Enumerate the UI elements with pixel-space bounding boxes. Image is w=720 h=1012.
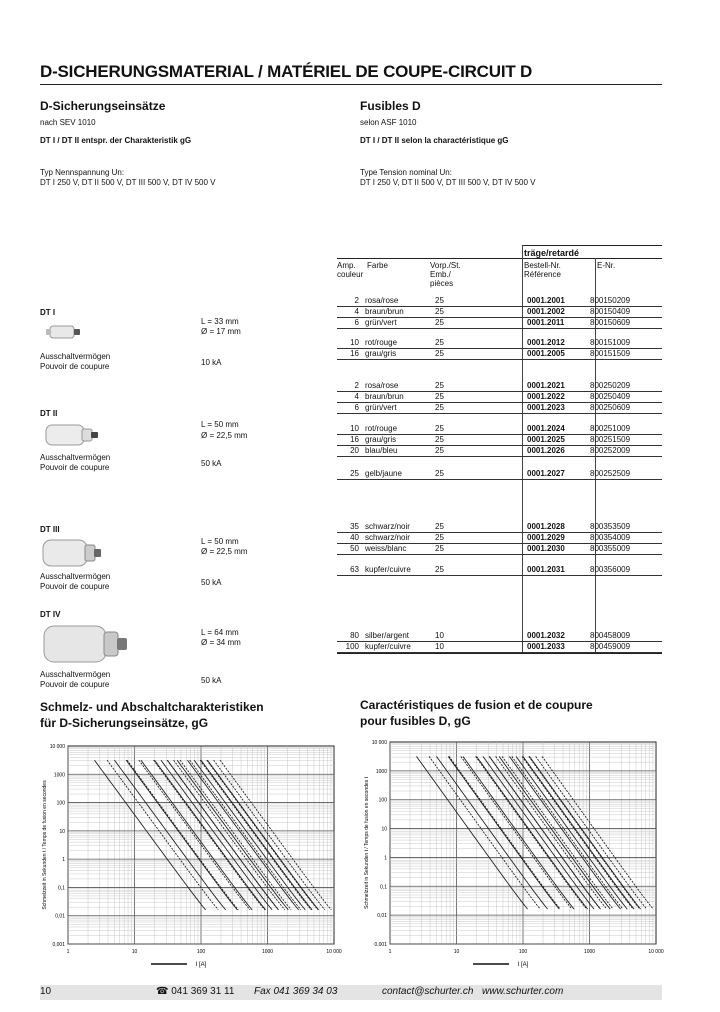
table-group-4 bbox=[337, 424, 662, 457]
y-tick-label: 0,1 bbox=[380, 884, 387, 891]
y-tick-label: 100 bbox=[56, 800, 65, 807]
cell-enr: 800251009 bbox=[590, 424, 662, 435]
cell-pack: 25 bbox=[435, 296, 527, 307]
cell-amp: 80 bbox=[337, 631, 365, 642]
table-row bbox=[337, 349, 662, 360]
table-row bbox=[337, 446, 662, 457]
table-group-2 bbox=[337, 338, 662, 360]
cell-color: grün/vert bbox=[365, 318, 435, 329]
cell-color: kupfer/cuivre bbox=[365, 565, 435, 576]
left-characteristic: DT I / DT II entspr. der Charakteristik gG bbox=[40, 136, 192, 145]
cell-amp: 2 bbox=[337, 296, 365, 307]
x-tick-label: 1000 bbox=[261, 949, 274, 955]
cell-color: rot/rouge bbox=[365, 424, 435, 435]
cell-order: 0001.2026 bbox=[527, 446, 590, 457]
y-tick-label: 10 bbox=[59, 828, 65, 835]
fuse-dt4-image bbox=[40, 622, 136, 666]
right-chart-title-2: pour fusibles D, gG bbox=[360, 714, 471, 728]
cell-order: 0001.2025 bbox=[527, 435, 590, 446]
table-row bbox=[337, 296, 662, 307]
cell-color: grau/gris bbox=[365, 349, 435, 360]
cell-enr: 800250209 bbox=[590, 381, 662, 392]
cell-pack: 25 bbox=[435, 544, 527, 555]
table-row bbox=[337, 469, 662, 480]
cell-amp: 6 bbox=[337, 318, 365, 329]
table-row bbox=[337, 533, 662, 544]
x-tick-label: 1 bbox=[66, 949, 70, 955]
cell-amp: 40 bbox=[337, 533, 365, 544]
fuse-dt1-length: L = 33 mm bbox=[201, 317, 239, 326]
cell-order: 0001.2024 bbox=[527, 424, 590, 435]
fuse-dt2-cap-de: Ausschaltvermögen bbox=[40, 453, 111, 462]
table-row bbox=[337, 318, 662, 329]
table-group-header: träge/retardé bbox=[524, 248, 580, 258]
col-vorp-pieces: pièces bbox=[430, 279, 454, 288]
table-group-7 bbox=[337, 565, 662, 576]
cell-color: schwarz/noir bbox=[365, 522, 435, 533]
fuse-dt3-image bbox=[40, 537, 104, 569]
x-tick-label: 1 bbox=[388, 949, 392, 955]
cell-enr: 800251509 bbox=[590, 435, 662, 446]
left-type-line1: Typ Nennspannung Un: bbox=[40, 168, 125, 177]
footer-email[interactable]: contact@schurter.ch bbox=[382, 986, 474, 997]
left-norm: nach SEV 1010 bbox=[40, 118, 96, 127]
fuse-dt2-length: L = 50 mm bbox=[201, 420, 239, 429]
cell-pack: 25 bbox=[435, 392, 527, 403]
cell-enr: 800355009 bbox=[590, 544, 662, 555]
fuse-name-dt4: DT IV bbox=[40, 610, 61, 619]
cell-color: schwarz/noir bbox=[365, 533, 435, 544]
cell-pack: 25 bbox=[435, 533, 527, 544]
col-amp-fr: couleur bbox=[337, 270, 364, 279]
cell-pack: 10 bbox=[435, 642, 527, 653]
x-axis-label: I [A] bbox=[517, 962, 529, 968]
left-chart-title-1: Schmelz- und Abschaltcharakteristiken bbox=[40, 700, 264, 714]
left-fusing-chart bbox=[36, 740, 342, 972]
table-row bbox=[337, 631, 662, 642]
table-group-5 bbox=[337, 469, 662, 480]
cell-pack: 25 bbox=[435, 435, 527, 446]
fuse-dt1-cap-fr: Pouvoir de coupure bbox=[40, 362, 110, 371]
table-group-3 bbox=[337, 381, 662, 414]
cell-color: rosa/rose bbox=[365, 296, 435, 307]
left-type-line2: DT I 250 V, DT II 500 V, DT III 500 V, DT IV 500 V bbox=[40, 178, 216, 187]
cell-color: kupfer/cuivre bbox=[365, 642, 435, 653]
col-amp: Amp. bbox=[337, 261, 356, 270]
x-tick-label: 100 bbox=[518, 949, 528, 955]
fuse-dt4-capacity: 50 kA bbox=[201, 676, 222, 685]
right-characteristic: DT I / DT II selon la charactéristique gG bbox=[360, 136, 509, 145]
page-number: 10 bbox=[40, 986, 52, 997]
cell-enr: 800356009 bbox=[590, 565, 662, 576]
cell-enr: 800353509 bbox=[590, 522, 662, 533]
cell-enr: 800150409 bbox=[590, 307, 662, 318]
page-title: D-SICHERUNGSMATERIAL / MATÉRIEL DE COUPE-CIRCUIT D bbox=[40, 62, 533, 81]
y-tick-label: 0,1 bbox=[58, 885, 65, 892]
fuse-dt4-cap-fr: Pouvoir de coupure bbox=[40, 680, 110, 689]
left-heading: D-Sicherungseinsätze bbox=[40, 99, 166, 113]
fuse-dt1-capacity: 10 kA bbox=[201, 358, 222, 367]
x-axis-label: I [A] bbox=[195, 962, 207, 968]
cell-pack: 25 bbox=[435, 565, 527, 576]
footer-bar bbox=[40, 985, 662, 1000]
footer-fax: Fax 041 369 34 03 bbox=[254, 986, 338, 997]
cell-color: silber/argent bbox=[365, 631, 435, 642]
cell-enr: 800252009 bbox=[590, 446, 662, 457]
y-tick-label: 10 bbox=[381, 826, 387, 833]
cell-order: 0001.2032 bbox=[527, 631, 590, 642]
cell-pack: 25 bbox=[435, 307, 527, 318]
right-type-line2: DT I 250 V, DT II 500 V, DT III 500 V, DT IV 500 V bbox=[360, 178, 536, 187]
cell-enr: 800458009 bbox=[590, 631, 662, 642]
cell-enr: 800459009 bbox=[590, 642, 662, 653]
table-row bbox=[337, 435, 662, 446]
y-tick-label: 10 000 bbox=[371, 740, 387, 746]
cell-amp: 10 bbox=[337, 424, 365, 435]
cell-enr: 800151009 bbox=[590, 338, 662, 349]
cell-order: 0001.2012 bbox=[527, 338, 590, 349]
fuse-name-dt3: DT III bbox=[40, 525, 60, 534]
fuse-dt1-image bbox=[44, 320, 84, 344]
fuse-dt4-length: L = 64 mm bbox=[201, 628, 239, 637]
fuse-dt3-cap-fr: Pouvoir de coupure bbox=[40, 582, 110, 591]
col-vorp-emb: Emb./ bbox=[430, 270, 451, 279]
table-group-1 bbox=[337, 296, 662, 329]
cell-amp: 16 bbox=[337, 349, 365, 360]
x-tick-label: 10 bbox=[131, 949, 138, 955]
table-bottom-rule bbox=[337, 653, 662, 654]
cell-pack: 25 bbox=[435, 338, 527, 349]
table-row bbox=[337, 424, 662, 435]
table-row bbox=[337, 642, 662, 653]
cell-enr: 800250609 bbox=[590, 403, 662, 414]
col-farbe: Farbe bbox=[367, 261, 388, 270]
y-axis-label: Schmelzzeit in Sekunden t / Temps de fusion en secondes bbox=[42, 780, 48, 910]
y-tick-label: 10 000 bbox=[49, 744, 65, 750]
y-axis-label: Schmelzzeit in Sekunden t / Temps de fusion en secondes t bbox=[364, 777, 370, 909]
x-tick-label: 10 000 bbox=[648, 949, 664, 955]
x-tick-label: 100 bbox=[196, 949, 206, 955]
fuse-dt1-cap-de: Ausschaltvermögen bbox=[40, 352, 111, 361]
cell-color: rot/rouge bbox=[365, 338, 435, 349]
table-row bbox=[337, 307, 662, 318]
cell-order: 0001.2027 bbox=[527, 469, 590, 480]
fuse-dt3-length: L = 50 mm bbox=[201, 537, 239, 546]
fuse-dt4-cap-de: Ausschaltvermögen bbox=[40, 670, 111, 679]
table-row bbox=[337, 403, 662, 414]
cell-order: 0001.2031 bbox=[527, 565, 590, 576]
cell-order: 0001.2028 bbox=[527, 522, 590, 533]
footer-phone: ☎ 041 369 31 11 bbox=[156, 986, 235, 997]
cell-enr: 800354009 bbox=[590, 533, 662, 544]
y-tick-label: 1 bbox=[62, 857, 65, 864]
fuse-dt3-capacity: 50 kA bbox=[201, 578, 222, 587]
cell-color: weiss/blanc bbox=[365, 544, 435, 555]
cell-color: grün/vert bbox=[365, 403, 435, 414]
cell-pack: 25 bbox=[435, 403, 527, 414]
cell-enr: 800252509 bbox=[590, 469, 662, 480]
left-chart-title-2: für D-Sicherungseinsätze, gG bbox=[40, 716, 209, 730]
table-row bbox=[337, 522, 662, 533]
x-tick-label: 10 bbox=[453, 949, 460, 955]
col-reference: Référence bbox=[524, 270, 561, 279]
cell-enr: 800151509 bbox=[590, 349, 662, 360]
cell-order: 0001.2022 bbox=[527, 392, 590, 403]
cell-pack: 25 bbox=[435, 318, 527, 329]
table-group-8 bbox=[337, 631, 662, 653]
fuse-name-dt2: DT II bbox=[40, 409, 58, 418]
right-type-line1: Type Tension nominal Un: bbox=[360, 168, 452, 177]
table-row bbox=[337, 565, 662, 576]
cell-order: 0001.2030 bbox=[527, 544, 590, 555]
right-norm: selon ASF 1010 bbox=[360, 118, 417, 127]
table-row bbox=[337, 544, 662, 555]
col-enr: E-Nr. bbox=[597, 261, 616, 270]
x-tick-label: 1000 bbox=[583, 949, 596, 955]
cell-amp: 2 bbox=[337, 381, 365, 392]
cell-amp: 16 bbox=[337, 435, 365, 446]
title-rule bbox=[40, 84, 662, 85]
table-row bbox=[337, 338, 662, 349]
fuse-dt2-image bbox=[42, 421, 102, 449]
cell-order: 0001.2021 bbox=[527, 381, 590, 392]
cell-color: blau/bleu bbox=[365, 446, 435, 457]
fuse-dt1-diameter: Ø = 17 mm bbox=[201, 327, 241, 336]
cell-pack: 10 bbox=[435, 631, 527, 642]
cell-pack: 25 bbox=[435, 469, 527, 480]
cell-enr: 800250409 bbox=[590, 392, 662, 403]
right-fusing-chart bbox=[358, 736, 664, 972]
cell-pack: 25 bbox=[435, 522, 527, 533]
cell-color: rosa/rose bbox=[365, 381, 435, 392]
cell-amp: 4 bbox=[337, 392, 365, 403]
y-tick-label: 0,001 bbox=[374, 942, 387, 948]
cell-amp: 63 bbox=[337, 565, 365, 576]
cell-pack: 25 bbox=[435, 349, 527, 360]
fuse-dt2-cap-fr: Pouvoir de coupure bbox=[40, 463, 110, 472]
footer-web[interactable]: www.schurter.com bbox=[482, 986, 564, 997]
cell-amp: 50 bbox=[337, 544, 365, 555]
cell-color: gelb/jaune bbox=[365, 469, 435, 480]
cell-enr: 800150209 bbox=[590, 296, 662, 307]
cell-amp: 6 bbox=[337, 403, 365, 414]
cell-amp: 20 bbox=[337, 446, 365, 457]
cell-amp: 100 bbox=[337, 642, 365, 653]
cell-order: 0001.2033 bbox=[527, 642, 590, 653]
right-chart-title-1: Caractéristiques de fusion et de coupure bbox=[360, 698, 593, 712]
cell-amp: 4 bbox=[337, 307, 365, 318]
cell-color: braun/brun bbox=[365, 307, 435, 318]
right-heading: Fusibles D bbox=[360, 99, 421, 113]
fuse-dt3-cap-de: Ausschaltvermögen bbox=[40, 572, 111, 581]
fuse-name-dt1: DT I bbox=[40, 308, 56, 317]
col-bestell: Bestell-Nr. bbox=[524, 261, 561, 270]
cell-enr: 800150609 bbox=[590, 318, 662, 329]
cell-order: 0001.2029 bbox=[527, 533, 590, 544]
table-group-6 bbox=[337, 522, 662, 555]
cell-color: braun/brun bbox=[365, 392, 435, 403]
x-tick-label: 10 000 bbox=[326, 949, 342, 955]
cell-order: 0001.2001 bbox=[527, 296, 590, 307]
cell-amp: 25 bbox=[337, 469, 365, 480]
y-tick-label: 1000 bbox=[53, 772, 65, 779]
cell-color: grau/gris bbox=[365, 435, 435, 446]
table-header-rule bbox=[337, 258, 662, 259]
col-vorp: Vorp./St. bbox=[430, 261, 461, 270]
fuse-dt3-diameter: Ø = 22,5 mm bbox=[201, 547, 248, 556]
table-top-rule bbox=[522, 245, 662, 246]
fuse-dt2-capacity: 50 kA bbox=[201, 459, 222, 468]
table-row bbox=[337, 381, 662, 392]
cell-pack: 25 bbox=[435, 424, 527, 435]
y-tick-label: 100 bbox=[378, 797, 387, 804]
cell-order: 0001.2002 bbox=[527, 307, 590, 318]
cell-order: 0001.2005 bbox=[527, 349, 590, 360]
cell-order: 0001.2023 bbox=[527, 403, 590, 414]
fuse-dt2-diameter: Ø = 22,5 mm bbox=[201, 431, 248, 440]
y-tick-label: 0,01 bbox=[377, 913, 387, 920]
cell-pack: 25 bbox=[435, 381, 527, 392]
y-tick-label: 1 bbox=[384, 855, 387, 862]
table-row bbox=[337, 392, 662, 403]
cell-pack: 25 bbox=[435, 446, 527, 457]
cell-order: 0001.2011 bbox=[527, 318, 590, 329]
y-tick-label: 0,01 bbox=[55, 913, 65, 920]
cell-amp: 10 bbox=[337, 338, 365, 349]
y-tick-label: 1000 bbox=[375, 768, 387, 775]
y-tick-label: 0,001 bbox=[52, 942, 65, 948]
fuse-dt4-diameter: Ø = 34 mm bbox=[201, 638, 241, 647]
cell-amp: 35 bbox=[337, 522, 365, 533]
